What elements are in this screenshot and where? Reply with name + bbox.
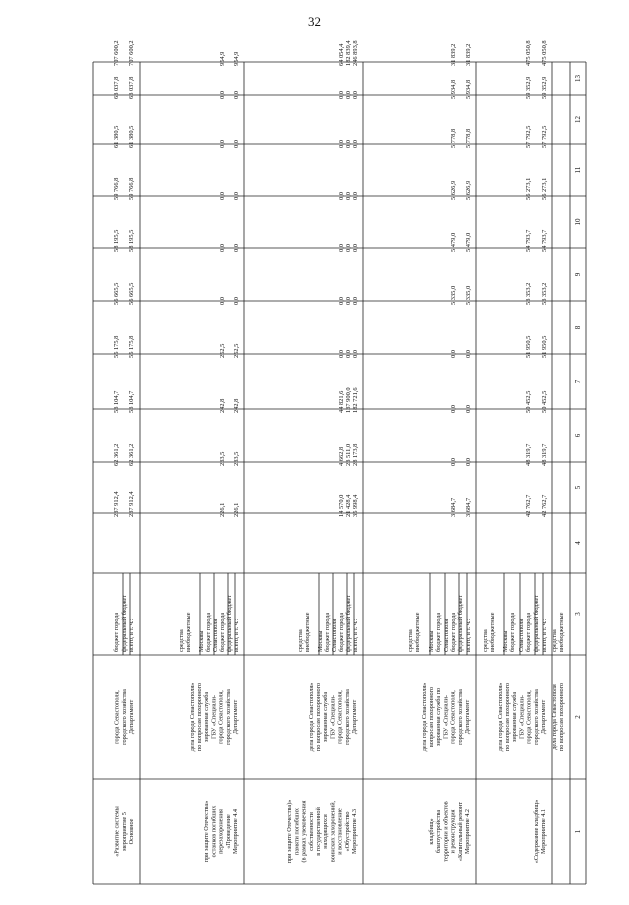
amount-value: 0,0 [338,140,345,148]
funding-source: Севастополя [518,618,525,652]
amount-value: 53 353,2 [525,282,532,305]
amount-value: 0,0 [352,192,359,200]
amount-value: 50 452,5 [541,390,548,413]
funding-source: бюджет города [113,612,120,652]
executor-name: городского хозяйства [224,689,232,745]
measure-name: (в рамках увековечения [300,800,308,863]
amount-value: 0,0 [219,244,226,252]
amount-value: 226,1 [233,502,240,517]
funding-source: внебюджетные [304,612,311,652]
amount-value: 707 600,2 [128,40,135,66]
amount-value: 56 665,5 [128,282,135,305]
amount-value: 237 912,4 [113,491,120,517]
funding-source: Севастополя [212,618,219,652]
measure-name: благоустройства [435,809,443,854]
amount-value: 55 175,8 [113,335,120,358]
funding-source: бюджет города [525,612,532,652]
amount-value: 53 353,2 [541,282,548,305]
amount-value: 237 912,4 [128,491,135,517]
amount-value: 5 626,9 [465,180,472,200]
amount-value: 0,0 [219,140,226,148]
measure-name: территории и объектов [442,801,450,862]
amount-value: 233,5 [233,451,240,466]
measure-name: «Содержание кладбищ» [532,799,540,864]
funding-source: Москвы [198,630,205,652]
measure-name: «Проведение [224,814,232,849]
amount-value: 252,5 [219,343,226,358]
amount-value: 35 998,4 [352,494,359,517]
amount-value: 50 452,5 [525,390,532,413]
amount-value: 707 600,2 [113,40,120,66]
amount-value: 0,0 [345,297,352,305]
amount-value: 54 793,7 [541,229,548,252]
amount-value: 42 762,7 [525,494,532,517]
column-header: 13 [574,75,582,82]
amount-value: 0,0 [338,244,345,252]
executor-name: по вопросам похоронного [315,682,322,752]
measure-name: Мероприятие 4.2 [464,809,471,854]
executor-name: ГБУ «Специали- [210,694,218,740]
funding-source: всего, в т. ч.: [233,618,240,652]
executor-name: зированная служба по [435,687,443,747]
executor-name: Департамент [351,699,358,735]
amount-value: 51 950,5 [525,335,532,358]
amount-value: 0,0 [345,140,352,148]
funding-source: внебюджетные [558,612,565,652]
funding-source: бюджет города [435,612,442,652]
amount-value: 3 684,7 [465,497,472,517]
amount-value: 61 380,5 [113,125,120,148]
amount-value: 0,0 [338,192,345,200]
executor-name: городского хозяйства [343,689,351,745]
amount-value: 0,0 [450,405,457,413]
funding-source: средства [407,629,414,652]
executor-name: Департамент [128,699,135,735]
column-header: 12 [574,116,582,123]
funding-source: Москвы [502,630,509,652]
executor-name: города Севастополя, [113,690,121,744]
executor-name: городского хозяйства [532,689,540,745]
amount-value: 5 934,8 [450,79,457,99]
measure-name: при защите Отечества» [203,800,211,863]
measure-name: Мероприятие 4.3 [351,809,358,854]
measure-name: Мероприятие 4.4 [232,809,239,854]
amount-value: 59 766,8 [128,177,135,200]
funding-source: бюджет города [450,612,457,652]
amount-value: 0,0 [219,91,226,99]
amount-value: 0,0 [338,91,345,99]
measure-name: при защите Отечества)» [286,799,294,864]
column-header: 8 [574,325,582,330]
amount-value: 0,0 [233,91,240,99]
funding-source: всего, в т. ч.: [541,618,548,652]
amount-value: 55 175,8 [128,335,135,358]
amount-value: 31 839,2 [450,43,457,66]
amount-value: 954,9 [233,51,240,66]
amount-value: 475 050,8 [525,40,532,66]
column-header: 4 [574,541,582,545]
amount-value: 56 273,1 [541,177,548,200]
funding-source: всего, в т. ч.: [465,618,472,652]
measure-name: воинских захоронений, [329,800,337,863]
funding-source: федеральный бюджет [226,595,233,652]
page-number: 32 [308,14,321,29]
funding-source: бюджет города [205,612,212,652]
measure-name: «Обустройство [343,811,351,852]
amount-value: 0,0 [352,140,359,148]
amount-value: 23 511,0 [345,443,352,466]
executor-name: по вопросам похоронного [504,682,511,752]
funding-source: Москвы [317,630,324,652]
amount-value: 63 037,8 [128,76,135,99]
executor-name: города Севастополя, [449,690,457,744]
amount-value: 182 839,4 [345,40,352,66]
amount-value: 59 352,9 [541,76,548,99]
funding-source: всего, в т. ч.: [352,618,359,652]
executor-name: городского хозяйства [120,689,128,745]
measure-name: и восстановление [336,808,344,855]
executor-name: зированная служба [203,691,211,743]
column-header: 9 [574,272,582,277]
column-header: 6 [574,433,582,438]
column-header: 10 [574,218,582,226]
amount-value: 14 570,0 [338,494,345,517]
executor-name: дела города Севастополя» [496,682,504,752]
funding-source: средства [482,629,489,652]
amount-value: 5 778,8 [465,128,472,148]
measure-name: в государственной [315,807,322,856]
amount-value: 0,0 [345,91,352,99]
amount-value: 0,0 [345,350,352,358]
amount-value: 5 335,0 [465,285,472,305]
amount-value: 0,0 [219,192,226,200]
amount-value: 0,0 [352,350,359,358]
funding-source: всего, в т. ч.: [128,618,135,652]
amount-value: 59 352,9 [525,76,532,99]
executor-name: дела города Севастополя» [420,682,428,752]
amount-value: 0,0 [465,350,472,358]
funding-source: бюджет города [338,612,345,652]
amount-value: 0,0 [352,91,359,99]
measure-name: памяти погибших [293,808,301,855]
measure-name: собственности [307,812,315,851]
amount-value: 57 792,5 [525,125,532,148]
executor-name: города Севастополя, [217,690,225,744]
executor-name: зированная служба [511,691,519,743]
amount-value: 54 793,7 [525,229,532,252]
amount-value: 28 173,8 [352,443,359,466]
executor-name: по вопросам похоронного [558,682,565,752]
amount-value: 242,8 [219,398,226,413]
amount-value: 58 195,5 [113,229,120,252]
funding-source: федеральный бюджет [533,595,540,652]
funding-source: внебюджетные [489,612,496,652]
measure-name: «Развитие системы [113,806,121,857]
amount-value: 57 792,5 [541,125,548,148]
funding-source: федеральный бюджет [345,595,352,652]
amount-value: 58 195,5 [128,229,135,252]
funding-source: бюджет города [324,612,331,652]
amount-value: 56 273,1 [525,177,532,200]
executor-name: дела города Севастополя» [307,682,315,752]
amount-value: 0,0 [450,350,457,358]
measure-name: мероприятие 5 [120,812,128,851]
measure-name: Мероприятие 4.1 [540,809,547,854]
amount-value: 0,0 [450,458,457,466]
funding-source: Севастополя [443,618,450,652]
column-header: 7 [574,379,582,384]
amount-value: 48 319,7 [541,443,548,466]
executor-name: по вопросам похоронного [196,682,203,752]
executor-name: дела города Севастополя [550,684,558,750]
amount-value: 31 839,2 [465,43,472,66]
measure-name: и реконструкция [449,809,457,854]
amount-value: 62 361,2 [128,443,135,466]
amount-value: 5 479,0 [465,232,472,252]
column-header: 1 [574,829,582,834]
amount-value: 53 104,7 [113,390,120,413]
executor-name: города Севастополя, [525,690,533,744]
funding-source: федеральный бюджет [457,595,464,652]
executor-name: ГБУ «Специали- [442,694,450,740]
executor-name: ГБУ «Специали- [518,694,526,740]
funding-source: федеральный бюджет [121,595,128,652]
funding-source: Севастополя [331,618,338,652]
column-header: 3 [574,612,582,616]
column-header: 2 [574,715,582,719]
measure-name: останков погибших [210,805,218,858]
amount-value: 56 665,5 [113,282,120,305]
amount-value: 0,0 [345,244,352,252]
executor-name: Департамент [232,699,239,735]
amount-value: 0,0 [465,405,472,413]
amount-value: 0,0 [345,192,352,200]
funding-source: бюджет города [509,612,516,652]
amount-value: 137 900,0 [345,387,352,413]
amount-value: 63 037,8 [113,76,120,99]
amount-value: 44 821,6 [338,390,345,413]
funding-source: внебюджетные [414,612,421,652]
amount-value: 61 380,5 [128,125,135,148]
amount-value: 21 428,4 [345,494,352,517]
amount-value: 42 762,7 [541,494,548,517]
funding-source: средства [551,629,558,652]
measure-name: перезахоронения [217,809,225,854]
amount-value: 62 361,2 [113,443,120,466]
amount-value: 226,1 [219,502,226,517]
amount-value: 0,0 [219,297,226,305]
amount-value: 4 662,8 [338,446,345,466]
amount-value: 242,8 [233,398,240,413]
amount-value: 0,0 [338,297,345,305]
executor-name: Департамент [464,699,471,735]
amount-value: 5 335,0 [450,285,457,305]
funding-source: бюджет города [219,612,226,652]
amount-value: 64 054,4 [338,43,345,66]
amount-value: 5 479,0 [450,232,457,252]
measure-name: находящихся [322,814,330,849]
executor-name: городского хозяйства [456,689,464,745]
amount-value: 0,0 [465,458,472,466]
amount-value: 246 893,8 [352,40,359,66]
amount-value: 0,0 [338,350,345,358]
amount-value: 53 104,7 [128,390,135,413]
amount-value: 0,0 [233,297,240,305]
amount-value: 5 778,8 [450,128,457,148]
executor-name: дела города Севастополя» [188,682,196,752]
amount-value: 0,0 [352,297,359,305]
executor-name: Департамент [540,699,547,735]
amount-value: 0,0 [352,244,359,252]
column-header: 5 [574,485,582,490]
measure-name: «Капитальный ремонт [456,801,464,862]
amount-value: 59 766,8 [113,177,120,200]
amount-value: 954,9 [219,51,226,66]
funding-source: Москвы [428,630,435,652]
column-header: 11 [574,166,582,174]
executor-name: зированная служба [322,691,330,743]
funding-source: средства [297,629,304,652]
amount-value: 5 626,9 [450,180,457,200]
executor-name: города Севастополя, [336,690,344,744]
funding-source: внебюджетные [185,612,192,652]
amount-value: 5 934,8 [465,79,472,99]
amount-value: 3 684,7 [450,497,457,517]
amount-value: 475 050,8 [541,40,548,66]
amount-value: 0,0 [233,140,240,148]
measure-name: кладбищ» [428,818,435,845]
measure-name: Основное [128,818,135,845]
amount-value: 182 721,6 [352,387,359,413]
executor-name: ГБУ «Специали- [329,694,337,740]
amount-value: 233,5 [219,451,226,466]
amount-value: 0,0 [233,192,240,200]
funding-source: средства [178,629,185,652]
amount-value: 51 950,5 [541,335,548,358]
executor-name: вопросам похоронного [428,686,435,748]
amount-value: 252,5 [233,343,240,358]
amount-value: 48 319,7 [525,443,532,466]
amount-value: 0,0 [233,244,240,252]
